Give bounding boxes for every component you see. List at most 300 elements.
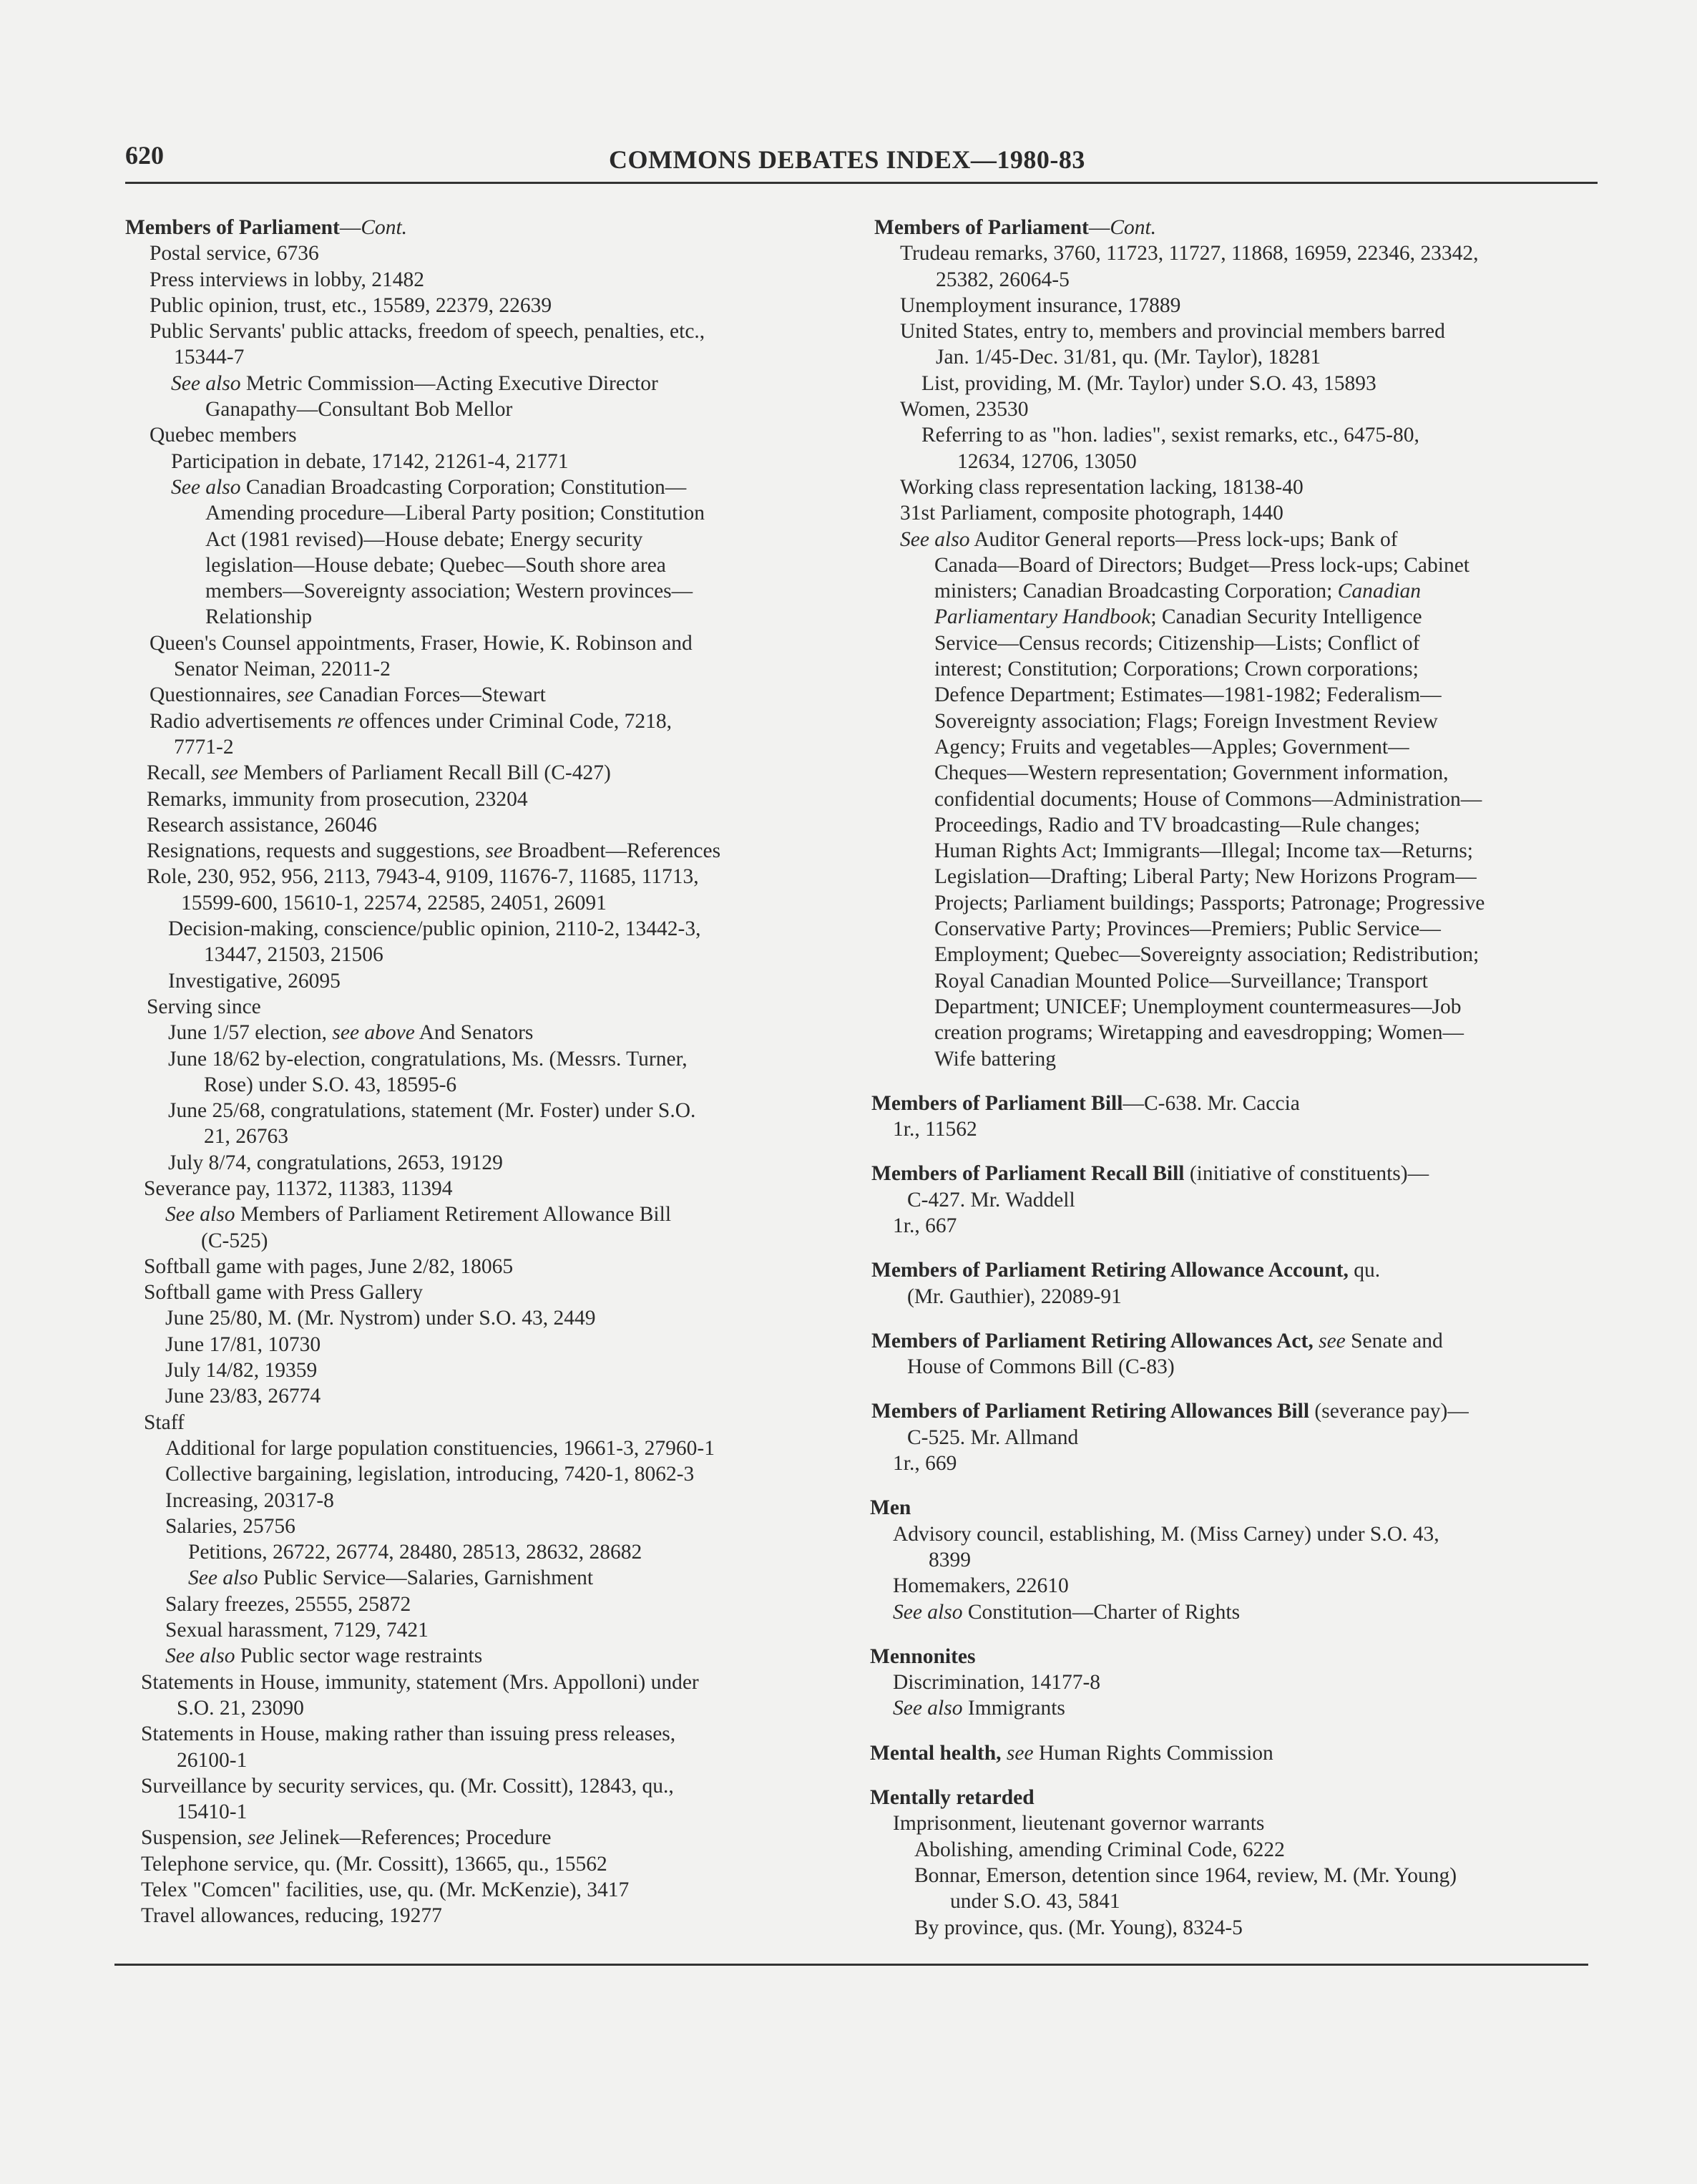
italic-text: see (248, 1826, 275, 1850)
index-entry (870, 1740, 1600, 1766)
entry-text: Projects; Parliament buildings; Passports; Patronage; Progressive (934, 891, 1485, 915)
entry-text: Public sector wage restraints (235, 1644, 483, 1668)
entry-heading-line (870, 1328, 1600, 1354)
entry-heading-text: Members of Parliament (125, 216, 340, 239)
entry-subline (870, 500, 1600, 526)
entry-subline (870, 656, 1600, 682)
entry-text: Imprisonment, lieutenant governor warrants (893, 1812, 1265, 1836)
entry-text: June 25/68, congratulations, statement (Mr. Foster) under S.O. (168, 1099, 696, 1123)
index-entry (870, 1785, 1600, 1941)
entry-text: Jelinek—References; Procedure (274, 1826, 552, 1850)
entry-text: Canadian Broadcasting Corporation; Constitution— (240, 475, 687, 499)
entry-subline (125, 656, 848, 682)
header-rule (125, 182, 1598, 184)
entry-subline (125, 968, 848, 994)
entry-text: House of Commons Bill (C-83) (907, 1355, 1175, 1379)
entry-subline (870, 1046, 1600, 1072)
entry-subline (870, 1573, 1600, 1599)
entry-text: Immigrants (962, 1697, 1065, 1720)
entry-heading-text: Members of Parliament Retiring Allowance Account, (871, 1259, 1349, 1282)
entry-subline (125, 1565, 848, 1591)
entry-subline (125, 1072, 848, 1098)
entry-text: under S.O. 43, 5841 (950, 1890, 1120, 1914)
entry-text: Statements in House, making rather than issuing press releases, (141, 1722, 676, 1746)
entry-text: ministers; Canadian Broadcasting Corporation; (934, 580, 1338, 603)
entry-text: Canada—Board of Directors; Budget—Press lock-ups; Cabinet (934, 553, 1470, 577)
entry-text: Proceedings, Radio and TV broadcasting—Rule changes; (934, 813, 1420, 837)
entry-subline (125, 1903, 848, 1929)
entry-subline (870, 1863, 1600, 1888)
entry-text: confidential documents; House of Commons—Administration— (934, 787, 1482, 811)
entry-text: Role, 230, 952, 956, 2113, 7943-4, 9109, 11676-7, 11685, 11713, (147, 865, 699, 889)
entry-text: qu. (1348, 1259, 1381, 1282)
entry-text: June 23/83, 26774 (165, 1385, 321, 1408)
entry-subline (125, 1513, 848, 1539)
left-column (125, 215, 848, 1929)
entry-text: Royal Canadian Mounted Police—Surveillance; Transport (934, 969, 1428, 993)
entry-subline (125, 1123, 848, 1149)
entry-subline (870, 1599, 1600, 1625)
entry-text: Salary freezes, 25555, 25872 (165, 1592, 411, 1616)
entry-subline (125, 1799, 848, 1825)
entry-text: Petitions, 26722, 26774, 28480, 28513, 28632, 28682 (188, 1541, 642, 1564)
entry-subline (125, 604, 848, 630)
entry-text: July 14/82, 19359 (165, 1359, 318, 1383)
entry-heading-text: Mentally retarded (870, 1786, 1035, 1810)
entry-text: Defence Department; Estimates—1981-1982; Federalism— (934, 683, 1442, 707)
italic-text: see (1319, 1329, 1346, 1352)
entry-text: Advisory council, establishing, M. (Miss Carney) under S.O. 43, (893, 1522, 1439, 1546)
entry-subline (125, 760, 848, 786)
entry-subline (125, 1591, 848, 1617)
entry-text: Suspension, (141, 1826, 248, 1850)
entry-text: Trudeau remarks, 3760, 11723, 11727, 11868, 16959, 22346, 23342, (900, 242, 1479, 265)
italic-text: See also (900, 527, 970, 551)
italic-text: see above (332, 1021, 415, 1045)
entry-subline (870, 422, 1600, 448)
entry-text: Constitution—Charter of Rights (962, 1600, 1241, 1624)
entry-text: 1r., 669 (893, 1452, 957, 1476)
entry-subline (125, 449, 848, 474)
entry-subline (870, 630, 1600, 656)
entry-subline (870, 449, 1600, 474)
entry-text: Participation in debate, 17142, 21261-4, 21771 (171, 449, 569, 473)
entry-subline (870, 293, 1600, 318)
entry-text: 15410-1 (177, 1800, 248, 1824)
entry-text: (C-525) (201, 1229, 268, 1252)
entry-text: Human Rights Act; Immigrants—Illegal; Income tax—Returns; (934, 839, 1473, 863)
italic-text: See also (171, 371, 241, 395)
entry-subline (125, 578, 848, 604)
italic-text: See also (165, 1644, 235, 1668)
entry-subline (125, 396, 848, 422)
index-entry (870, 215, 1600, 1072)
entry-subline (870, 1547, 1600, 1573)
entry-text: 21, 26763 (204, 1125, 288, 1149)
entry-subline (125, 994, 848, 1020)
entry-subline (125, 1332, 848, 1357)
entry-text: Discrimination, 14177-8 (893, 1671, 1101, 1695)
entry-text: Resignations, requests and suggestions, (147, 839, 486, 863)
italic-text: see (211, 761, 238, 785)
entry-text: Sexual harassment, 7129, 7421 (165, 1619, 429, 1642)
entry-subline (125, 890, 848, 916)
entry-subline (870, 968, 1600, 994)
entry-text: Softball game with pages, June 2/82, 18065 (144, 1254, 514, 1278)
entry-subline (870, 734, 1600, 760)
entry-text: Jan. 1/45-Dec. 31/81, qu. (Mr. Taylor), 18281 (936, 346, 1321, 369)
entry-subline (870, 1425, 1600, 1451)
entry-text: Questionnaires, (150, 683, 287, 707)
entry-text: Unemployment insurance, 17889 (900, 293, 1181, 317)
entry-subline (870, 1810, 1600, 1836)
italic-text: See also (893, 1600, 963, 1624)
entry-subline (125, 1150, 848, 1176)
italic-text: Cont. (1110, 216, 1157, 239)
entry-subline (870, 371, 1600, 396)
entry-heading-text: Members of Parliament Retiring Allowances Bill (871, 1400, 1310, 1423)
italic-text: see (485, 839, 513, 863)
entry-text: Travel allowances, reducing, 19277 (141, 1904, 442, 1928)
entry-text: Wife battering (934, 1047, 1056, 1071)
entry-text: Increasing, 20317-8 (165, 1488, 334, 1512)
entry-text: Abolishing, amending Criminal Code, 6222 (914, 1838, 1285, 1861)
entry-subline (870, 1888, 1600, 1914)
entry-subline (125, 527, 848, 552)
entry-text: June 17/81, 10730 (165, 1332, 321, 1356)
entry-text: Senate and (1345, 1329, 1443, 1352)
entry-subline (870, 1451, 1600, 1476)
entry-subline (870, 1695, 1600, 1721)
entry-text: Queen's Counsel appointments, Fraser, Howie, K. Robinson and (150, 631, 693, 655)
entry-text: (initiative of constituents)— (1184, 1162, 1429, 1186)
entry-text: C-525. Mr. Allmand (907, 1425, 1079, 1449)
entry-subline (870, 1669, 1600, 1695)
entry-subline (125, 293, 848, 318)
entry-subline (125, 1669, 848, 1695)
entry-heading-text: Members of Parliament (874, 216, 1089, 239)
entry-text: July 8/74, congratulations, 2653, 19129 (168, 1151, 503, 1174)
index-entry (870, 1398, 1600, 1476)
entry-subline (125, 1851, 848, 1877)
entry-subline (870, 760, 1600, 786)
entry-heading-line (870, 1161, 1600, 1186)
entry-subline (125, 1877, 848, 1903)
italic-text: re (337, 709, 354, 733)
entry-subline (870, 318, 1600, 344)
entry-text: 1r., 11562 (893, 1118, 977, 1141)
entry-subline (125, 838, 848, 864)
entry-subline (870, 890, 1600, 916)
entry-text: United States, entry to, members and provincial members barred (900, 320, 1445, 343)
entry-text: Working class representation lacking, 18138-40 (900, 475, 1304, 499)
entry-subline (125, 240, 848, 266)
entry-text: June 1/57 election, (168, 1021, 333, 1045)
entry-text: Remarks, immunity from prosecution, 23204 (147, 787, 528, 811)
page-header (125, 140, 1598, 183)
index-entry (870, 1161, 1600, 1239)
italic-text: Parliamentary Handbook (934, 605, 1151, 629)
entry-heading-line (870, 1644, 1600, 1669)
entry-text: Act (1981 revised)—House debate; Energy security (205, 527, 643, 551)
entry-text: Service—Census records; Citizenship—Lists; Conflict of (934, 631, 1420, 655)
entry-text: Conservative Party; Provinces—Premiers; Public Service— (934, 917, 1441, 941)
entry-text: Radio advertisements (150, 709, 338, 733)
entry-subline (125, 1357, 848, 1383)
entry-text: Severance pay, 11372, 11383, 11394 (144, 1176, 453, 1200)
entry-text: 12634, 12706, 13050 (957, 449, 1137, 473)
entry-text: Telex "Comcen" facilities, use, qu. (Mr. McKenzie), 3417 (141, 1878, 630, 1901)
entry-text: (severance pay)— (1309, 1400, 1469, 1423)
entry-subline (125, 1176, 848, 1201)
entry-heading-text: Mental health, (870, 1741, 1002, 1765)
entry-subline (125, 1410, 848, 1435)
italic-text: See also (171, 475, 241, 499)
italic-text: See also (188, 1566, 258, 1590)
entry-subline (870, 344, 1600, 370)
entry-subline (870, 1521, 1600, 1547)
entry-subline (125, 1643, 848, 1669)
entry-text: Sovereignty association; Flags; Foreign Investment Review (934, 709, 1438, 733)
entry-text: Relationship (205, 605, 313, 629)
entry-text: C-427. Mr. Waddell (907, 1188, 1075, 1212)
entry-subline (125, 1254, 848, 1279)
entry-heading-line (125, 215, 848, 240)
entry-text: Members of Parliament Recall Bill (C-427) (238, 761, 611, 785)
entry-text: Metric Commission—Acting Executive Director (240, 371, 658, 395)
italic-text: Cont. (361, 216, 408, 239)
entry-text: members—Sovereignty association; Western provinces— (205, 580, 693, 603)
entry-heading-line (870, 1785, 1600, 1810)
entry-text: Rose) under S.O. 43, 18595-6 (204, 1073, 457, 1096)
entry-subline (870, 1354, 1600, 1380)
entry-text: offences under Criminal Code, 7218, (353, 709, 672, 733)
entry-subline (870, 527, 1600, 552)
entry-heading-line (870, 1740, 1600, 1766)
entry-heading-line (870, 1257, 1600, 1283)
entry-text: Telephone service, qu. (Mr. Cossitt), 13665, qu., 15562 (141, 1852, 607, 1876)
entry-text: Additional for large population constituencies, 19661-3, 27960-1 (165, 1436, 715, 1460)
entry-text: — (1088, 216, 1110, 239)
entry-text: Public Service—Salaries, Garnishment (258, 1566, 594, 1590)
entry-heading-line (870, 1091, 1600, 1116)
entry-subline (870, 1116, 1600, 1142)
entry-text: Softball game with Press Gallery (144, 1281, 423, 1305)
entry-text: Members of Parliament Retirement Allowance Bill (235, 1203, 672, 1227)
italic-text: See also (893, 1697, 963, 1720)
entry-subline (870, 708, 1600, 734)
entry-text (1314, 1330, 1319, 1352)
entry-text: Homemakers, 22610 (893, 1574, 1069, 1598)
entry-text: Referring to as "hon. ladies", sexist remarks, etc., 6475-80, (921, 424, 1419, 447)
entry-subline (125, 1773, 848, 1799)
entry-text: Women, 23530 (900, 398, 1029, 421)
entry-subline (125, 708, 848, 734)
entry-subline (125, 1305, 848, 1331)
entry-subline (870, 578, 1600, 604)
index-entry (870, 1644, 1600, 1722)
entry-subline (870, 994, 1600, 1020)
entry-text: Staff (144, 1410, 185, 1434)
italic-text: see (286, 683, 314, 707)
italic-text: Canadian (1337, 580, 1422, 603)
entry-heading-line (870, 215, 1600, 240)
entry-text: —C-638. Mr. Caccia (1123, 1091, 1300, 1115)
entry-subline (870, 1837, 1600, 1863)
entry-subline (870, 942, 1600, 967)
entry-subline (125, 1539, 848, 1565)
entry-subline (870, 604, 1600, 630)
entry-text: Public opinion, trust, etc., 15589, 22379, 22639 (150, 293, 552, 317)
entry-subline (870, 396, 1600, 422)
footer-rule (114, 1964, 1588, 1966)
entry-heading-line (870, 1398, 1600, 1424)
entry-subline (870, 864, 1600, 889)
entry-text: Human Rights Commission (1033, 1741, 1273, 1765)
entry-subline (125, 786, 848, 812)
running-title: COMMONS DEBATES INDEX—1980-83 (609, 145, 1085, 174)
entry-subline (125, 1020, 848, 1045)
entry-text: legislation—House debate; Quebec—South shore area (205, 553, 666, 577)
entry-subline (125, 371, 848, 396)
index-entry (870, 1091, 1600, 1143)
entry-text: June 25/80, M. (Mr. Nystrom) under S.O. 43, 2449 (165, 1307, 596, 1330)
entry-heading-text: Members of Parliament Bill (871, 1091, 1123, 1115)
index-entry (870, 1328, 1600, 1380)
entry-text: ; Canadian Security Intelligence (1150, 605, 1422, 629)
entry-subline (870, 1915, 1600, 1941)
entry-text: Amending procedure—Liberal Party position; Constitution (205, 502, 705, 525)
entry-subline (125, 1383, 848, 1409)
entry-subline (870, 786, 1600, 812)
entry-subline (870, 240, 1600, 266)
entry-subline (125, 1695, 848, 1721)
entry-text: 8399 (929, 1548, 971, 1571)
italic-text: See also (165, 1203, 235, 1227)
entry-text: Research assistance, 26046 (147, 813, 377, 837)
entry-subline (125, 344, 848, 370)
entry-text: Ganapathy—Consultant Bob Mellor (205, 398, 513, 421)
entry-subline (870, 1020, 1600, 1045)
entry-subline (125, 1098, 848, 1123)
entry-text: 13447, 21503, 21506 (204, 943, 383, 967)
entry-subline (870, 474, 1600, 500)
entry-subline (870, 916, 1600, 942)
entry-text: S.O. 21, 23090 (177, 1696, 304, 1720)
entry-text: 25382, 26064-5 (936, 268, 1070, 291)
entry-text: Collective bargaining, legislation, introducing, 7420-1, 8062-3 (165, 1463, 695, 1486)
entry-text: Legislation—Drafting; Liberal Party; New Horizons Program— (934, 865, 1477, 889)
entry-text: Employment; Quebec—Sovereignty association; Redistribution; (934, 943, 1480, 967)
entry-text: Agency; Fruits and vegetables—Apples; Government— (934, 735, 1409, 759)
entry-subline (125, 422, 848, 448)
entry-text: And Senators (414, 1021, 534, 1045)
entry-heading-line (870, 1495, 1600, 1521)
entry-subline (125, 864, 848, 889)
entry-text: Senator Neiman, 22011-2 (174, 658, 391, 681)
entry-subline (125, 942, 848, 967)
entry-subline (125, 630, 848, 656)
entry-text: 15344-7 (174, 346, 245, 369)
entry-text (1002, 1742, 1007, 1765)
entry-subline (870, 682, 1600, 708)
entry-text: Salaries, 25756 (165, 1514, 295, 1538)
entry-subline (125, 1461, 848, 1487)
index-entry (870, 1495, 1600, 1624)
entry-text: Bonnar, Emerson, detention since 1964, review, M. (Mr. Young) (914, 1863, 1457, 1887)
entry-subline (870, 1187, 1600, 1213)
entry-subline (125, 1228, 848, 1254)
entry-text: Public Servants' public attacks, freedom of speech, penalties, etc., (150, 320, 705, 343)
entry-subline (125, 916, 848, 942)
entry-subline (125, 1488, 848, 1513)
entry-subline (870, 1213, 1600, 1239)
page-number: 620 (125, 141, 164, 170)
entry-subline (870, 267, 1600, 293)
entry-subline (870, 552, 1600, 578)
entry-text: By province, qus. (Mr. Young), 8324-5 (914, 1916, 1243, 1939)
entry-subline (125, 812, 848, 838)
entry-subline (870, 838, 1600, 864)
entry-text: 26100-1 (177, 1748, 248, 1772)
entry-text: Auditor General reports—Press lock-ups; Bank of (969, 527, 1398, 551)
entry-subline (125, 1617, 848, 1643)
entry-text: creation programs; Wiretapping and eavesdropping; Women— (934, 1021, 1464, 1045)
entry-heading-text: Mennonites (870, 1644, 976, 1668)
entry-subline (125, 1201, 848, 1227)
entry-subline (125, 1435, 848, 1461)
entry-text: Quebec members (150, 424, 297, 447)
entry-subline (125, 1721, 848, 1747)
entry-subline (125, 682, 848, 708)
index-entry (125, 215, 848, 1929)
entry-heading-text: Members of Parliament Retiring Allowances Act, (871, 1329, 1314, 1352)
entry-text: Recall, (147, 761, 212, 785)
entry-subline (870, 812, 1600, 838)
entry-text: 7771-2 (174, 735, 234, 759)
entry-text: Investigative, 26095 (168, 969, 341, 993)
entry-subline (125, 552, 848, 578)
entry-subline (125, 1747, 848, 1773)
entry-subline (125, 267, 848, 293)
entry-text: Statements in House, immunity, statement (Mrs. Appolloni) under (141, 1670, 699, 1694)
entry-subline (125, 734, 848, 760)
index-entry (870, 1257, 1600, 1310)
entry-text: Postal service, 6736 (150, 242, 319, 265)
entry-text: Broadbent—References (512, 839, 721, 863)
entry-subline (870, 1284, 1600, 1310)
entry-heading-text: Members of Parliament Recall Bill (871, 1162, 1185, 1186)
entry-text: Serving since (147, 995, 261, 1018)
italic-text: see (1006, 1741, 1034, 1765)
entry-text: 1r., 667 (893, 1214, 957, 1237)
entry-subline (125, 1046, 848, 1072)
entry-text: Department; UNICEF; Unemployment countermeasures—Job (934, 995, 1462, 1018)
entry-text: 15599-600, 15610-1, 22574, 22585, 24051, 26091 (181, 891, 607, 915)
entry-subline (125, 1279, 848, 1305)
entry-text: interest; Constitution; Corporations; Crown corporations; (934, 658, 1419, 681)
entry-subline (125, 1825, 848, 1851)
entry-text: Cheques—Western representation; Government information, (934, 761, 1449, 785)
right-column (870, 215, 1600, 1941)
entry-text: Decision-making, conscience/public opinion, 2110-2, 13442-3, (168, 917, 701, 941)
entry-text: List, providing, M. (Mr. Taylor) under S.O. 43, 15893 (921, 371, 1376, 395)
entry-text: 31st Parliament, composite photograph, 1440 (900, 502, 1283, 525)
entry-text: Surveillance by security services, qu. (Mr. Cossitt), 12843, qu., (141, 1774, 674, 1798)
entry-text: (Mr. Gauthier), 22089-91 (907, 1284, 1122, 1308)
entry-subline (125, 500, 848, 526)
entry-subline (125, 474, 848, 500)
